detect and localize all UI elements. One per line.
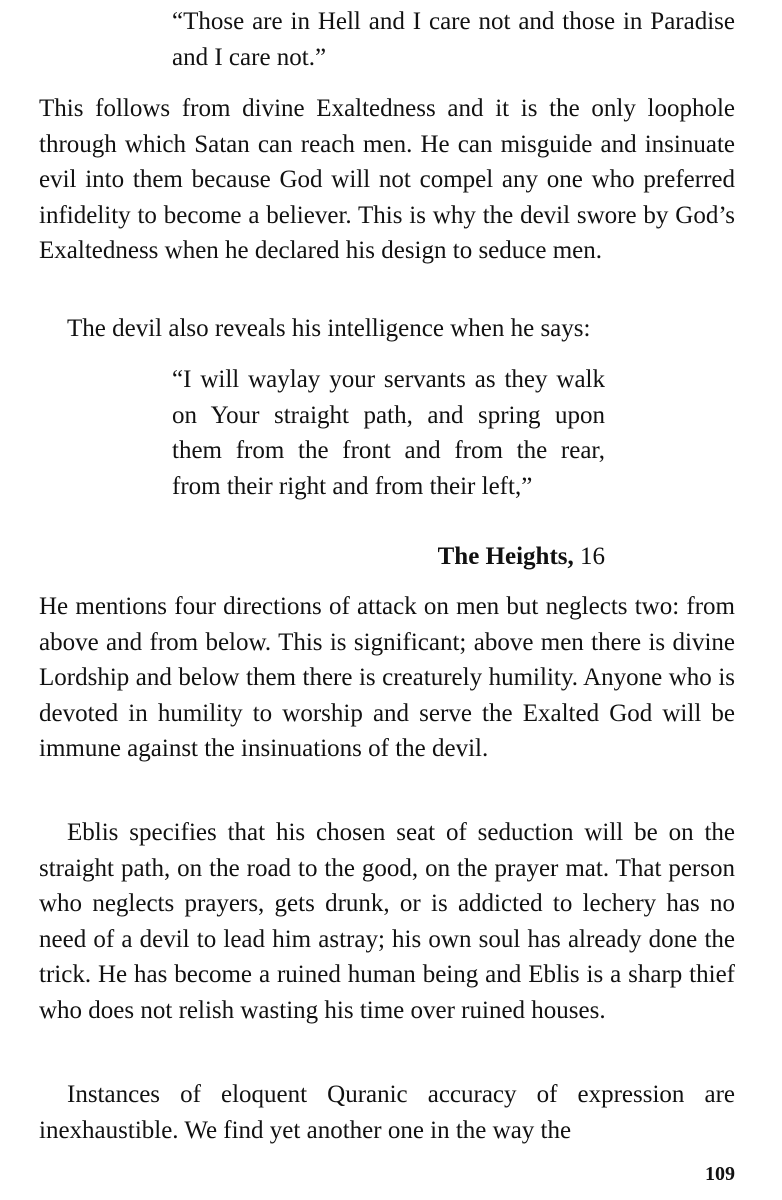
paragraph-four-directions: He mentions four directions of attack on men but neglects two: from above and from below. This is significant; above men there is divine Lordship and below them there is creaturely humility. Anyone who is devoted in humility to worship and serve the Exalted God will be immune against the insinuations of the devil. — [39, 593, 735, 762]
paragraph-quranic-accuracy: Instances of eloquent Quranic accuracy of expression are inexhaustible. We find yet another one in the way the — [39, 1081, 735, 1144]
page-number: 109 — [705, 1163, 735, 1185]
opening-quote: “Those are in Hell and I care not and those in Paradise and I care not.” — [172, 8, 735, 71]
citation-title: The Heights, — [437, 543, 574, 570]
quote-citation — [300, 539, 605, 575]
paragraph-eblis-seat: Eblis specifies that his chosen seat of seduction will be on the straight path, on the road to the good, on the prayer mat. That person who neglects prayers, gets drunk, or is addicted to lechery has no need of a devil to lead him astray; his own soul has already done the trick. He has become a ruined human being and Eblis is a sharp thief who does not relish wasting his time over ruined houses. — [39, 819, 735, 1024]
citation-verse: 16 — [580, 543, 605, 570]
paragraph-exaltedness: This follows from divine Exaltedness and it is the only loophole through which Satan can reach men. He can misguide and insinuate evil into them because God will not compel any one who preferred infidelity to become a believer. This is why the devil swore by God’s Exaltedness when he declared his design to seduce men. — [39, 95, 735, 264]
paragraph-devil-intelligence: The devil also reveals his intelligence when he says: — [67, 315, 591, 342]
heights-quote: “I will waylay your servants as they walk on Your straight path, and spring upon them from the front and from the rear, from their right and from their left,” — [172, 366, 605, 500]
